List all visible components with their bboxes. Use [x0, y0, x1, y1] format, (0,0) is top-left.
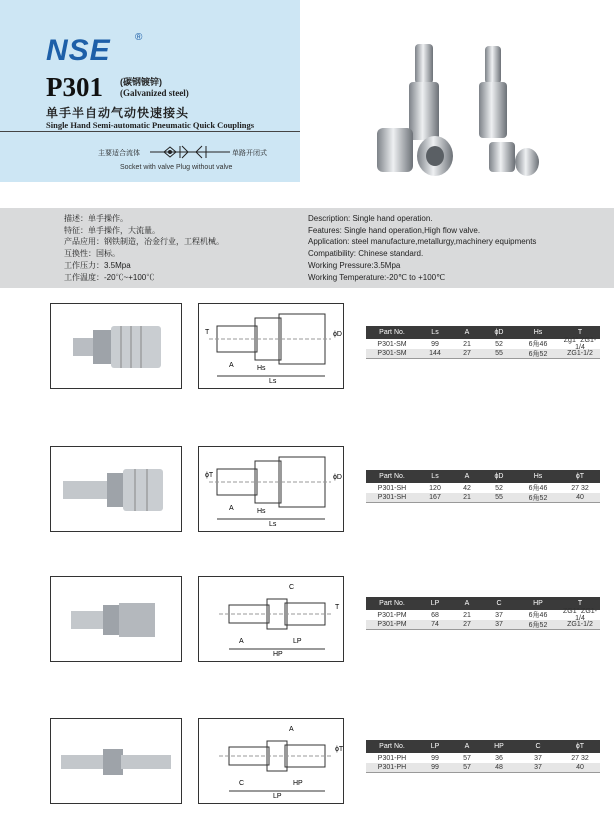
spec-cell: 37 — [534, 764, 542, 771]
spec-cell: 57 — [463, 754, 471, 762]
spec-table-row — [366, 620, 600, 630]
dimension-label: C — [239, 780, 245, 787]
spec-cell: P301-SM — [377, 350, 407, 357]
spec-header-cell: A — [464, 600, 470, 607]
spec-cell: ZG1-1/2 — [567, 621, 593, 628]
dimension-label: Hs — [257, 508, 266, 515]
spec-header-cell: ϕD — [494, 329, 504, 336]
spec-header-cell: Ls — [431, 473, 439, 480]
spec-header-cell: A — [464, 473, 470, 480]
spec-header-cell: Hs — [533, 329, 543, 336]
material-en: (Galvanized steel) — [120, 88, 189, 98]
dimension-label: ϕT — [335, 746, 343, 753]
spec-cell: 6角46 — [528, 485, 548, 492]
spec-cell: ZG1" ZG1-1/4 — [563, 608, 597, 622]
dimension-label: A — [229, 362, 234, 369]
coupling-photo — [51, 447, 181, 531]
spec-cell: 21 — [463, 611, 471, 619]
spec-header-cell: Part No. — [379, 473, 405, 480]
dimension-label: ϕD — [333, 474, 342, 481]
spec-header-cell: C — [535, 743, 541, 750]
spec-header-cell: Part No. — [379, 743, 405, 750]
spec-cell: 37 — [495, 621, 503, 628]
spec-cell: 21 — [463, 340, 471, 348]
dimension-label: Ls — [269, 378, 277, 385]
spec-cell: 99 — [431, 340, 439, 348]
description-en-line: Application: steel manufacture,metallurgy,machinery equipments — [308, 237, 537, 247]
spec-cell: 120 — [429, 484, 441, 492]
spec-cell: 57 — [463, 764, 471, 771]
spec-cell: 167 — [429, 494, 441, 501]
description-en-line: Working Temperature:-20℃ to +100℃ — [308, 272, 446, 282]
description-en-line: Features: Single hand operation,High flow valve. — [308, 225, 481, 235]
coupling-photo — [51, 304, 181, 388]
spec-table-header — [366, 740, 600, 753]
spec-cell: 37 — [495, 611, 503, 619]
spec-cell: P301-SM — [377, 340, 407, 348]
spec-header-cell: T — [577, 329, 583, 336]
technical-drawing-frame — [198, 446, 344, 532]
spec-header-cell: HP — [494, 743, 504, 750]
spec-cell: 6角52 — [528, 621, 548, 629]
spec-table — [366, 740, 600, 773]
spec-header-cell: C — [496, 600, 502, 607]
spec-cell: 40 — [576, 494, 584, 501]
description-en-line: Description: Single hand operation. — [308, 214, 433, 223]
dimension-label: Hs — [257, 365, 266, 372]
spec-cell: 42 — [463, 484, 471, 492]
dimension-label: T — [335, 604, 340, 611]
dimension-label: A — [289, 726, 294, 733]
spec-cell: 68 — [431, 611, 439, 619]
coupling-drawing — [199, 447, 343, 531]
spec-cell: P301-SH — [377, 494, 407, 501]
technical-drawing-frame — [198, 303, 344, 389]
dimension-label: A — [239, 638, 244, 645]
spec-cell: P301-PH — [377, 754, 407, 762]
brand-logo: NSE — [46, 34, 111, 67]
spec-cell: Zg1" ZG1-1/4 — [563, 337, 597, 351]
spec-header-cell: ϕT — [575, 473, 585, 480]
spec-header-cell: Part No. — [379, 329, 405, 336]
dimension-label: Ls — [269, 521, 277, 528]
dimension-label: ϕD — [333, 331, 342, 338]
spec-cell: P301-PH — [377, 764, 407, 771]
registered-mark: ® — [135, 32, 143, 43]
symbol-subtitle: Socket with valve Plug without valve — [120, 164, 233, 171]
spec-cell: 6角46 — [528, 341, 548, 348]
title-en: Single Hand Semi-automatic Pneumatic Quick Couplings — [46, 120, 255, 130]
product-photo-frame — [50, 718, 182, 804]
spec-table-row — [366, 483, 600, 493]
spec-table — [366, 326, 600, 359]
spec-table-row — [366, 753, 600, 763]
spec-table-row — [366, 349, 600, 359]
coupling-drawing — [199, 304, 343, 388]
symbol-right-label: 单路开闭式 — [232, 150, 267, 157]
spec-cell: 36 — [495, 754, 503, 762]
spec-header-cell: Ls — [431, 329, 439, 336]
spec-header-cell: Hs — [533, 473, 543, 480]
description-cn-line: 互换性：国标。 — [64, 249, 120, 259]
technical-drawing-frame — [198, 576, 344, 662]
spec-cell: 6角52 — [528, 350, 548, 358]
spec-cell: P301-PM — [377, 611, 407, 619]
spec-table — [366, 597, 600, 630]
spec-cell: 52 — [495, 484, 503, 492]
dimension-label: LP — [273, 793, 282, 800]
description-en-line: Compatibility: Chinese standard. — [308, 249, 424, 259]
spec-table — [366, 470, 600, 503]
description-cn-line: 产品应用：钢铁制造，冶金行业，工程机械。 — [64, 237, 224, 247]
spec-cell: 27 32 — [571, 484, 589, 492]
model-number: P301 — [46, 72, 103, 102]
spec-cell: P301-PM — [377, 621, 407, 628]
title-cn: 单手半自动气动快速接头 — [46, 106, 190, 120]
dimension-label: HP — [273, 651, 283, 658]
spec-header-cell: ϕD — [494, 473, 504, 480]
coupling-drawing — [199, 577, 343, 661]
spec-cell: 6角46 — [528, 612, 548, 619]
spec-cell: 27 32 — [571, 754, 589, 762]
spec-header-cell: ϕT — [575, 743, 585, 750]
product-photo-frame — [50, 303, 182, 389]
spec-header-cell: A — [464, 329, 470, 336]
spec-header-cell: LP — [430, 600, 440, 607]
spec-cell: 55 — [495, 494, 503, 501]
spec-table-row — [366, 763, 600, 773]
description-en — [308, 213, 536, 283]
spec-header-cell: A — [464, 743, 470, 750]
material-cn: (碳钢镀锌) — [120, 77, 162, 87]
dimension-label: ϕT — [205, 472, 214, 479]
spec-header-cell: LP — [430, 743, 440, 750]
spec-cell: 48 — [495, 764, 503, 771]
spec-cell: 37 — [534, 754, 542, 762]
spec-cell: 27 — [463, 621, 471, 628]
title-divider — [0, 131, 300, 132]
product-photo-frame — [50, 446, 182, 532]
technical-drawing-frame — [198, 718, 344, 804]
coupling-symbol — [98, 143, 288, 173]
dimension-label: T — [205, 329, 210, 336]
dimension-label: C — [289, 584, 295, 591]
coupling-photo — [51, 719, 181, 803]
spec-header-cell: Part No. — [379, 600, 405, 607]
spec-cell: 40 — [576, 764, 584, 771]
product-photo — [355, 36, 555, 186]
spec-cell: 27 — [463, 350, 471, 357]
symbol-left-label: 主要适合流体 — [98, 150, 140, 157]
coupling-photo — [51, 577, 181, 661]
spec-header-cell: HP — [533, 600, 543, 607]
spec-cell: ZG1-1/2 — [567, 350, 593, 357]
spec-cell: 74 — [431, 621, 439, 628]
description-cn-line: 工作温度：-20℃~+100℃ — [64, 272, 155, 282]
dimension-label: HP — [293, 780, 303, 787]
spec-cell: 6角52 — [528, 494, 548, 502]
spec-table-row — [366, 339, 600, 349]
spec-cell: 55 — [495, 350, 503, 357]
spec-cell: 52 — [495, 340, 503, 348]
description-cn-line: 描述：单手操作。 — [64, 214, 128, 223]
spec-table-header — [366, 470, 600, 483]
description-cn-line: 工作压力：3.5Mpa — [64, 260, 131, 270]
description-en-line: Working Pressure:3.5Mpa — [308, 260, 401, 270]
coupling-drawing — [199, 719, 343, 803]
dimension-label: A — [229, 505, 234, 512]
spec-cell: 21 — [463, 494, 471, 501]
description-cn — [64, 213, 224, 283]
dimension-label: LP — [293, 638, 302, 645]
product-photo-frame — [50, 576, 182, 662]
spec-cell: P301-SH — [377, 484, 407, 492]
spec-table-row — [366, 610, 600, 620]
spec-cell: 144 — [429, 350, 441, 357]
spec-table-row — [366, 493, 600, 503]
spec-header-cell: T — [577, 600, 583, 607]
description-cn-line: 特征：单手操作，大流量。 — [64, 225, 160, 235]
spec-cell: 99 — [431, 754, 439, 762]
spec-cell: 99 — [431, 764, 439, 771]
